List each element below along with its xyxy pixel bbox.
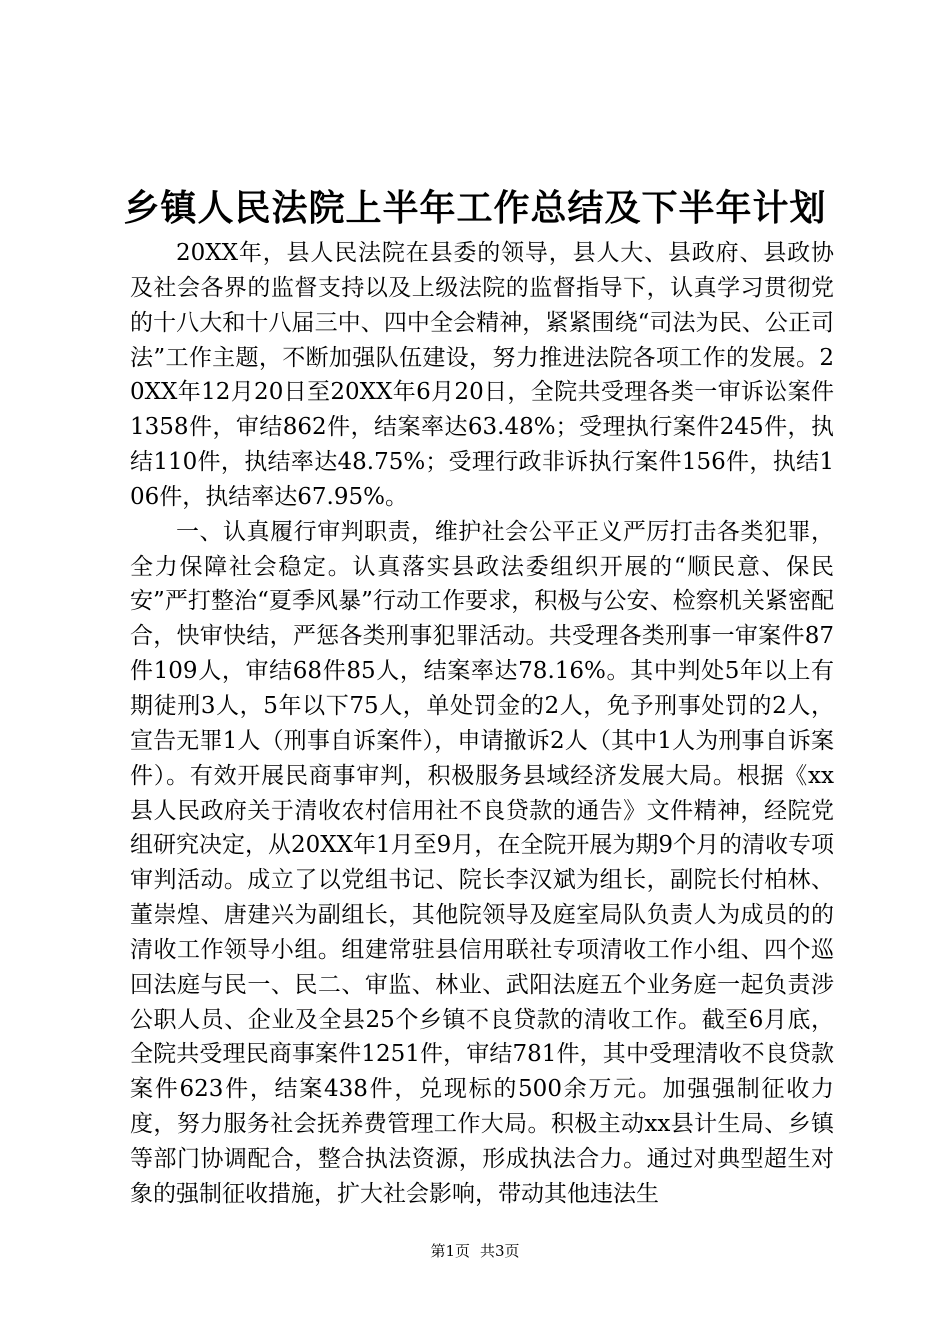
document-title: 乡镇人民法院上半年工作总结及下半年计划 <box>123 187 827 229</box>
body-paragraph-intro: 20XX年，县人民法院在县委的领导，县人大、县政府、县政协及社会各界的监督支持以及上级法院的监督指导下，认真学习贯彻党的十八大和十八届三中、四中全会精神，紧紧围绕“司法为民、公正司法”工作主题，不断加强队伍建设，努力推进法院各项工作的发展。20XX年12月20日至20XX年6月20日，全院共受理各类一审诉讼案件1358件，审结862件，结案率达63.48%；受理执行案件245件，执结110件，执结率达48.75%；受理行政非诉执行案件156件，执结106件，执结率达67.95%。 <box>130 240 834 510</box>
page-footer <box>0 1241 950 1261</box>
page-number: 第1页 <box>430 1242 470 1260</box>
body-paragraph-section-1: 一、认真履行审判职责，维护社会公平正义严厉打击各类犯罪，全力保障社会稳定。认真落实县政法委组织开展的“顺民意、保民安”严打整治“夏季风暴”行动工作要求，积极与公安、检察机关紧密配合，快审快结，严惩各类刑事犯罪活动。共受理各类刑事一审案件87件109人，审结68件85人，结案率达78.16%。其中判处5年以上有期徒刑3人，5年以下75人，单处罚金的2人，免予刑事处罚的2人，宣告无罪1人（刑事自诉案件），申请撤诉2人（其中1人为刑事自诉案件）。有效开展民商事审判，积极服务县域经济发展大局。根据《xx县人民政府关于清收农村信用社不良贷款的通告》文件精神，经院党组研究决定，从20XX年1月至9月，在全院开展为期9个月的清收专项审判活动。成立了以党组书记、院长李汉斌为组长，副院长付柏林、董崇煌、唐建兴为副组长，其他院领导及庭室局队负责人为成员的的清收工作领导小组。组建常驻县信用联社专项清收工作小组、四个巡回法庭与民一、民二、审监、林业、武阳法庭五个业务庭一起负责涉公职人员、企业及全县25个乡镇不良贷款的清收工作。截至6月底，全院共受理民商事案件1251件，审结781件，其中受理清收不良贷款案件623件，结案438件，兑现标的500余万元。加强强制征收力度，努力服务社会抚养费管理工作大局。积极主动xx县计生局、乡镇等部门协调配合，整合执法资源，形成执法合力。通过对典型超生对象的强制征收措施，扩大社会影响，带动其他违法生 <box>130 518 834 1207</box>
page-total: 共3页 <box>480 1242 520 1260</box>
document-body <box>130 236 834 1212</box>
